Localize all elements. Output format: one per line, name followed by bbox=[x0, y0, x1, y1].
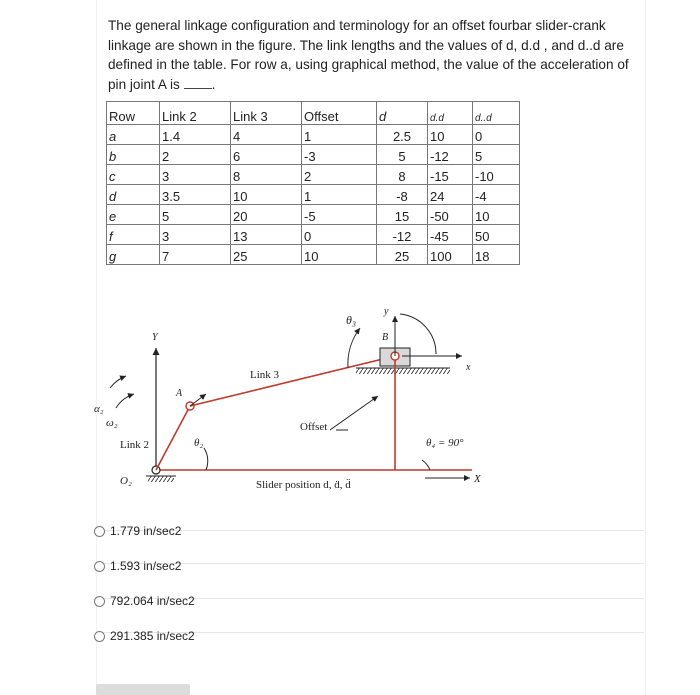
theta2-arc bbox=[204, 448, 208, 470]
theta4-arc bbox=[422, 460, 430, 470]
table-header: d.d bbox=[428, 102, 473, 125]
table-cell: 3 bbox=[160, 225, 231, 245]
table-cell: 10 bbox=[428, 125, 473, 145]
alpha2-arrow bbox=[110, 376, 126, 388]
link-2 bbox=[156, 406, 190, 470]
table-header: Offset bbox=[302, 102, 377, 125]
linkage-table bbox=[106, 101, 520, 265]
option-label: 1.593 in/sec2 bbox=[110, 559, 182, 573]
table-cell: 15 bbox=[377, 205, 428, 225]
radio-button[interactable] bbox=[94, 596, 105, 607]
table-cell: -10 bbox=[473, 165, 520, 185]
option-2[interactable] bbox=[94, 555, 195, 577]
table-cell: 8 bbox=[377, 165, 428, 185]
link-3 bbox=[190, 356, 395, 406]
table-cell: 10 bbox=[473, 205, 520, 225]
y-label-top: y bbox=[384, 306, 389, 317]
table-cell: 100 bbox=[428, 245, 473, 265]
table-cell: g bbox=[107, 245, 160, 265]
table-header: d bbox=[377, 102, 428, 125]
answer-options bbox=[94, 520, 195, 660]
table-cell: f bbox=[107, 225, 160, 245]
table-cell: -8 bbox=[377, 185, 428, 205]
table-cell: 24 bbox=[428, 185, 473, 205]
table-cell: e bbox=[107, 205, 160, 225]
table-cell: 1.4 bbox=[160, 125, 231, 145]
ground-hatch-o2 bbox=[148, 476, 174, 482]
table-cell: -5 bbox=[302, 205, 377, 225]
radio-button[interactable] bbox=[94, 631, 105, 642]
table-cell: 3.5 bbox=[160, 185, 231, 205]
table-cell: 3 bbox=[160, 165, 231, 185]
slider-crank-diagram bbox=[90, 298, 510, 508]
table-cell: 2 bbox=[302, 165, 377, 185]
x-label-small: x bbox=[466, 362, 471, 373]
theta4-label: θ₄ = 90° bbox=[426, 437, 464, 449]
table-cell: 1 bbox=[302, 125, 377, 145]
o2-label: O₂ bbox=[120, 475, 132, 487]
table-row bbox=[107, 245, 520, 265]
table-cell: 4 bbox=[231, 125, 302, 145]
offset-label: Offset bbox=[300, 421, 328, 433]
table-cell: -12 bbox=[377, 225, 428, 245]
table-row bbox=[107, 205, 520, 225]
table-row bbox=[107, 165, 520, 185]
table-cell: 0 bbox=[473, 125, 520, 145]
table-header: Link 2 bbox=[160, 102, 231, 125]
table-cell: -12 bbox=[428, 145, 473, 165]
link3-label: Link 3 bbox=[250, 369, 280, 381]
table-cell: 10 bbox=[231, 185, 302, 205]
table-cell: -50 bbox=[428, 205, 473, 225]
table-cell: 10 bbox=[302, 245, 377, 265]
slider-position-label: Slider position d, ḋ, d̈ bbox=[256, 479, 351, 491]
omega2-label: ω₂ bbox=[106, 417, 118, 429]
table-cell: 13 bbox=[231, 225, 302, 245]
table-cell: 6 bbox=[231, 145, 302, 165]
option-1[interactable] bbox=[94, 520, 195, 542]
table-cell: -15 bbox=[428, 165, 473, 185]
offset-arrow bbox=[330, 396, 378, 430]
x-label-big: X bbox=[474, 473, 481, 485]
radio-button[interactable] bbox=[94, 526, 105, 537]
table-cell: 2.5 bbox=[377, 125, 428, 145]
table-cell: 20 bbox=[231, 205, 302, 225]
table-cell: 5 bbox=[473, 145, 520, 165]
link2-label: Link 2 bbox=[120, 439, 150, 451]
table-header-row bbox=[107, 102, 520, 125]
table-cell: 5 bbox=[377, 145, 428, 165]
option-label: 1.779 in/sec2 bbox=[110, 524, 182, 538]
question-text bbox=[108, 16, 636, 94]
table-cell: 1 bbox=[302, 185, 377, 205]
table-cell: -3 bbox=[302, 145, 377, 165]
option-3[interactable] bbox=[94, 590, 195, 612]
ground-hatch-slider bbox=[356, 368, 450, 374]
table-cell: c bbox=[107, 165, 160, 185]
theta3-label: θ₃ bbox=[346, 313, 357, 327]
table-header: Row bbox=[107, 102, 160, 125]
table-cell: d bbox=[107, 185, 160, 205]
table-cell: -45 bbox=[428, 225, 473, 245]
table-cell: 8 bbox=[231, 165, 302, 185]
question-body: The general linkage configuration and terminology for an offset fourbar slider-crank linkage are shown in the figure. The link lengths and the values of d, d.d , and d..d are defined in the table. For row a, using graphical method, the value of the acceleration of pin joint A is bbox=[108, 18, 629, 92]
table-row bbox=[107, 185, 520, 205]
theta3-arc bbox=[348, 328, 360, 368]
question-end: . bbox=[211, 76, 216, 92]
omega2-arrow bbox=[116, 394, 134, 408]
alpha2-label: α₂ bbox=[94, 403, 104, 415]
theta2-label: θ₂ bbox=[194, 437, 204, 449]
table-header: d..d bbox=[473, 102, 520, 125]
table-row bbox=[107, 225, 520, 245]
table-cell: -4 bbox=[473, 185, 520, 205]
table-cell: 0 bbox=[302, 225, 377, 245]
bottom-scroll-bar[interactable] bbox=[96, 684, 190, 695]
option-4[interactable] bbox=[94, 625, 195, 647]
table-cell: a bbox=[107, 125, 160, 145]
table-cell: 2 bbox=[160, 145, 231, 165]
table-header: Link 3 bbox=[231, 102, 302, 125]
option-label: 291.385 in/sec2 bbox=[110, 629, 195, 643]
table-cell: 25 bbox=[377, 245, 428, 265]
answer-blank bbox=[184, 76, 212, 89]
a-label: A bbox=[176, 388, 183, 399]
b-label: B bbox=[382, 332, 389, 343]
table-cell: 7 bbox=[160, 245, 231, 265]
table-cell: 25 bbox=[231, 245, 302, 265]
radio-button[interactable] bbox=[94, 561, 105, 572]
table-cell: b bbox=[107, 145, 160, 165]
table-cell: 50 bbox=[473, 225, 520, 245]
table-row bbox=[107, 125, 520, 145]
table-cell: 18 bbox=[473, 245, 520, 265]
table-row bbox=[107, 145, 520, 165]
y-label-left: Y bbox=[152, 332, 158, 343]
option-label: 792.064 in/sec2 bbox=[110, 594, 195, 608]
table-cell: 5 bbox=[160, 205, 231, 225]
